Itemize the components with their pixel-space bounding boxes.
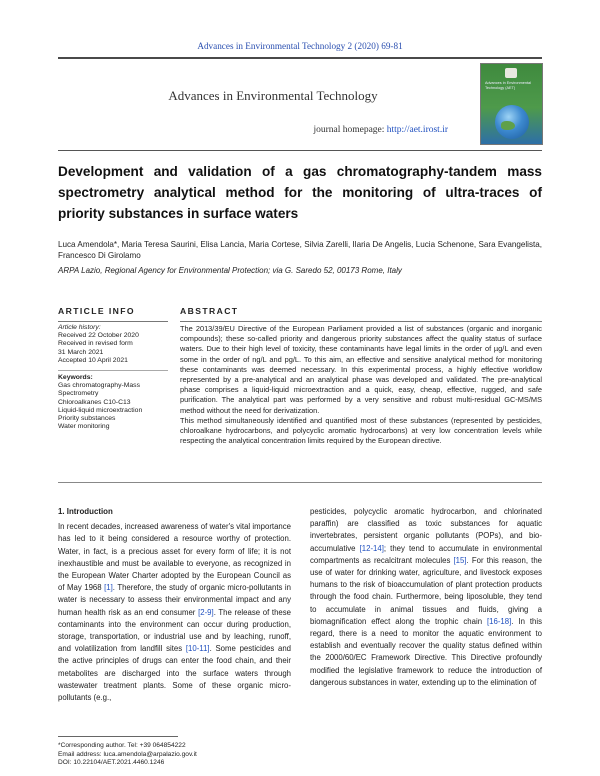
keywords-rule	[58, 370, 168, 371]
abstract-paragraph: The 2013/39/EU Directive of the European Parliament provided a list of substances (organic and inorganic compounds); these so-called priority and dangerous priority substances affect the quality status of surface waters. Due to their high level of toxicity, these contaminants have legal limits in the order of µg/L and even some in the order of ng/L and pg/L. To this aim, an effective and sensitive analytical method for monitoring these contaminants was deemed necessary. In this experimental process, a highly effective workflow represented by a pre-analytical and an analytical phase was developed and validated. The pre-analytical phase comprises a liquid-liquid microextraction and a quick, easy, cheap, effective, rugged, and safe purification. The analytical part was performed by a very sensitive and robust multi-residual GC-MS/MS method without the need for derivatization.	[180, 324, 542, 415]
abstract-header	[180, 306, 542, 322]
history-item: Received 22 October 2020	[58, 332, 139, 340]
history-item: 31 March 2021	[58, 348, 104, 356]
abstract-paragraph: This method simultaneously identified and quantified most of these substances (represented by pesticides, chloroalkane hydrocarbons, and polycyclic aromatic hydrocarbons) at very low concentration levels while respecting the analytical concentration limits required by the European directive.	[180, 415, 542, 446]
abstract-heading: ABSTRACT	[180, 306, 239, 316]
citation-link[interactable]: [1]	[104, 583, 113, 593]
footnote	[58, 742, 197, 768]
keyword-item: Water monitoring	[58, 423, 110, 431]
history-item: Received in revised form	[58, 340, 133, 348]
author-list: Luca Amendola*, Maria Teresa Saurini, Elisa Lancia, Maria Cortese, Silvia Zarelli, Ilaria De Angelis, Lucia Schenone, Sara Evangelista, Francesco Di Girolamo	[58, 240, 542, 260]
keyword-item: Spectrometry	[58, 390, 99, 398]
intro-text: ; they tend to accumulate in environmental compartments as recalcitrant molecules	[310, 543, 542, 565]
cover-title: Advances in Environmental Technology (AET)	[485, 81, 532, 90]
abstract-rule	[180, 321, 542, 322]
keywords-label: Keywords:	[58, 374, 93, 382]
intro-text: pesticides, polycyclic aromatic hydrocarbon, and chlorinated paraffin) are classified as toxic substances for aquatic invertebrates, persistent organic pollutants (POPs), and bio-accumulative	[310, 507, 542, 553]
journal-citation: Advances in Environmental Technology 2 (2020) 69-81	[197, 41, 403, 51]
doi: DOI: 10.22104/AET.2021.4460.1246	[58, 759, 165, 767]
abstract-body	[180, 324, 542, 446]
citation-link[interactable]: [15]	[453, 555, 467, 565]
homepage-label: journal homepage:	[313, 125, 385, 135]
journal-cover-image	[480, 63, 543, 145]
email-address: Email address: luca.amendola@arpalazio.gov.it	[58, 750, 197, 758]
article-info-heading: ARTICLE INFO	[58, 306, 135, 316]
keyword-item: Chloroalkanes C10-C13	[58, 398, 131, 406]
journal-name: Advances in Environmental Technology	[168, 88, 378, 103]
keyword-item: Liquid-liquid microextraction	[58, 406, 143, 414]
globe-land-shape	[501, 121, 515, 130]
intro-text: . In this regard, there is a need to monitor the aquatic environment to establish and eventually recover the quality status defined within the 2000/60/EC Framework Directive. This Directive profoundly modified the legislative framework to reduce the introduction of dangerous substances in water, extending up to the elimination of	[310, 616, 543, 687]
intro-text: . Therefore, the study of organic micro-pollutants in water is necessary to assess their environmental impact and any human health risk as an end consumer	[58, 583, 291, 617]
intro-heading: 1. Introduction	[58, 507, 113, 516]
citation-link[interactable]: [10-11]	[185, 644, 210, 654]
journal-homepage	[58, 125, 488, 135]
journal-logo-icon	[505, 68, 517, 78]
footnote-rule	[58, 736, 178, 737]
citation-link[interactable]: [16-18]	[487, 616, 512, 626]
intro-text: In recent decades, increased awareness of water's vital importance has led to it being considered a resource worthy of protection. Water, in fact, is a precious asset for every form of life; it is not inexhaustible and must be available to everyone, as recognized in the European Water Charter adopted by the European Council as of May 1968	[58, 522, 291, 593]
article-title: Development and validation of a gas chromatography-tandem mass spectrometry analytical method for the monitoring of ultra-traces of priority substances in surface waters	[58, 164, 542, 221]
citation-link[interactable]: [2-9]	[198, 607, 214, 617]
intro-text: . For this reason, the use of water for drinking water, agriculture, and livestock exposes humans to the risk of bioaccumulation of plant protection products through the food chain. Furthermore, being liposoluble, they tend to accumulate in animal tissues and fluids, giving a biomagnification effect along the trophic chain	[310, 555, 542, 626]
homepage-link[interactable]: http://aet.irost.ir	[386, 125, 448, 135]
affiliation: ARPA Lazio, Regional Agency for Environmental Protection; via G. Saredo 52, 00173 Rome, Italy	[58, 266, 402, 275]
history-label: Article history:	[58, 324, 101, 331]
article-info-rule	[58, 321, 168, 322]
intro-left-column	[58, 506, 291, 704]
citation-link[interactable]: [12-14]	[359, 543, 384, 553]
header-top-rule	[58, 57, 542, 59]
keyword-item: Gas chromatography-Mass	[58, 382, 140, 390]
intro-text: . The release of these contaminants into the environment can occur during production, storage, transportation, or industrial use and by leaching, runoff, and volatilization from landfill sites	[58, 607, 291, 654]
corresponding-author: *Corresponding author. Tel: +39 064854222	[58, 742, 186, 749]
intro-right-column	[310, 506, 542, 689]
intro-text: . Some pesticides and the active principles of drugs can enter the food chain, and their metabolites are discharged into the surface waters through wastewater treatment plants. Some of these organic micro-pollutants (e.g.,	[58, 644, 291, 703]
history-item: Accepted 10 April 2021	[58, 356, 128, 364]
article-info-section	[58, 306, 168, 431]
keyword-item: Priority substances	[58, 415, 116, 423]
abstract-bottom-rule	[58, 482, 542, 483]
header-bottom-rule	[58, 150, 542, 151]
